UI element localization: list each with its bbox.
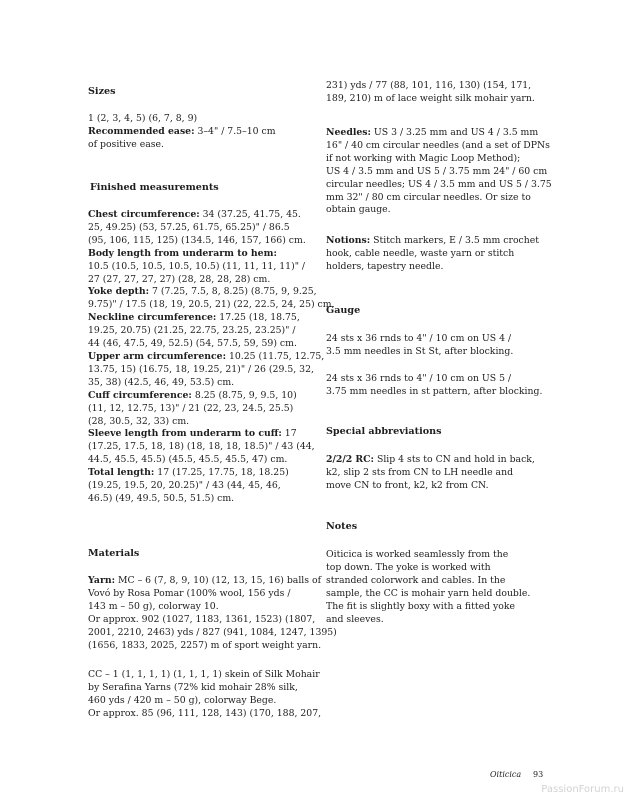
upper-arm-value-3: 35, 38) (42.5, 46, 49, 53.5) cm. — [88, 376, 235, 388]
yarn-value: MC – 6 (7, 8, 9, 10) (12, 13, 15, 16) balls of — [115, 575, 322, 586]
yarn-label: Yarn: — [88, 575, 116, 586]
body-length-value-2: 27 (27, 27, 27, 27) (28, 28, 28, 28) cm. — [88, 273, 271, 285]
notes-heading: Notes — [326, 521, 358, 532]
upper-arm-value-2: 13.75, 15) (16.75, 18, 19.25, 21)" / 26 (29.5, 32, — [88, 363, 314, 375]
gauge-value-3: 24 sts x 36 rnds to 4" / 10 cm on US 5 / — [326, 373, 512, 384]
rc-value: Slip 4 sts to CN and hold in back, — [374, 454, 535, 465]
gauge-block-1 — [326, 333, 513, 359]
notes-value-2: top down. The yoke is worked with — [326, 561, 491, 573]
cc-continued-block — [326, 80, 535, 106]
yarn-value-4: Or approx. 902 (1027, 1183, 1361, 1523) (1807, — [88, 613, 316, 625]
total-length-value-2: (19.25, 19.5, 20, 20.25)" / 43 (44, 45, 46, — [88, 480, 281, 492]
gauge-heading: Gauge — [326, 305, 361, 316]
notions-value: Stitch markers, E / 3.5 mm crochet — [370, 235, 539, 246]
cc-value-2: by Serafina Yarns (72% kid mohair 28% silk, — [88, 681, 298, 693]
materials-heading: Materials — [88, 548, 140, 559]
body-length-label: Body length from underarm to hem: — [88, 247, 277, 259]
cc-value-4: Or approx. 85 (96, 111, 128, 143) (170, 188, 207, — [88, 707, 322, 719]
notes-value-4: sample, the CC is mohair yarn held double. — [326, 587, 531, 599]
footer-pattern-title: Oiticica — [490, 770, 522, 779]
neckline-value: 17.25 (18, 18.75, — [216, 312, 300, 324]
neckline-label: Neckline circumference: — [88, 312, 217, 324]
ease-label: Recommended ease: — [88, 125, 195, 137]
notions-block — [326, 235, 539, 274]
chest-label: Chest circumference: — [88, 209, 200, 220]
sleeve-value: 17 — [281, 428, 297, 440]
notes-block — [326, 549, 530, 626]
sizes-heading: Sizes — [88, 86, 116, 97]
body-length-value: 10.5 (10.5, 10.5, 10.5, 10.5) (11, 11, 11, 11)" / — [88, 260, 306, 272]
yarn-value-2: Vovó by Rosa Pomar (100% wool, 156 yds / — [88, 587, 291, 599]
finished-measurements-block — [88, 209, 335, 506]
needles-value-3: if not working with Magic Loop Method); — [326, 152, 521, 164]
chest-value: 34 (37.25, 41.75, 45. — [199, 209, 301, 220]
cc-value-3: 460 yds / 420 m – 50 g), colorway Bege. — [88, 694, 277, 706]
yoke-label: Yoke depth: — [88, 286, 150, 298]
ease-value-2: of positive ease. — [88, 138, 164, 150]
needles-value-7: obtain gauge. — [326, 204, 391, 216]
yarn-value-6: (1656, 1833, 2025, 2257) m of sport weight yarn. — [88, 639, 322, 651]
cc-value-1: CC – 1 (1, 1, 1, 1) (1, 1, 1, 1) skein of Silk Mohair — [88, 669, 320, 680]
page-number: 93 — [533, 770, 544, 779]
rc-label: 2/2/2 RC: — [326, 454, 374, 465]
cc-continued-2: 189, 210) m of lace weight silk mohair yarn. — [326, 92, 535, 104]
gauge-block-2 — [326, 373, 542, 399]
watermark: PassionForum.ru — [541, 784, 624, 795]
cuff-value-2: (11, 12, 12.75, 13)" / 21 (22, 23, 24.5, 25.5) — [88, 402, 294, 414]
needles-value-2: 16" / 40 cm circular needles (and a set of DPNs — [326, 139, 550, 151]
gauge-value-2: 3.5 mm needles in St St, after blocking. — [326, 345, 514, 357]
gauge-value-4: 3.75 mm needles in st pattern, after blocking. — [326, 385, 543, 397]
finished-measurements-heading: Finished measurements — [90, 182, 219, 193]
special-abbreviations-heading: Special abbreviations — [326, 426, 442, 437]
cuff-value-3: (28, 30.5, 32, 33) cm. — [88, 415, 190, 427]
sleeve-value-3: 44.5, 45.5, 45.5) (45.5, 45.5, 45.5, 47) cm. — [88, 454, 288, 466]
total-length-label: Total length: — [88, 467, 155, 479]
gauge-value-1: 24 sts x 36 rnds to 4" / 10 cm on US 4 / — [326, 333, 512, 344]
yarn-value-5: 2001, 2210, 2463) yds / 827 (941, 1084, 1247, 1395) — [88, 626, 337, 638]
needles-value-5: circular needles; US 4 / 3.5 mm and US 5 / 3.75 — [326, 178, 552, 190]
sizes-block — [88, 113, 276, 152]
cc-block — [88, 669, 321, 721]
cc-continued-1: 231) yds / 77 (88, 101, 116, 130) (154, 171, — [326, 80, 532, 91]
upper-arm-value: 10.25 (11.75, 12.75, — [226, 350, 325, 362]
chest-value-3: (95, 106, 115, 125) (134.5, 146, 157, 166) cm. — [88, 234, 306, 246]
abbreviations-block — [326, 454, 535, 493]
needles-value: US 3 / 3.25 mm and US 4 / 3.5 mm — [370, 127, 539, 138]
cuff-value: 8.25 (8.75, 9, 9.5, 10) — [191, 389, 297, 401]
sizes-value: 1 (2, 3, 4, 5) (6, 7, 8, 9) — [88, 113, 198, 124]
upper-arm-label: Upper arm circumference: — [88, 350, 226, 362]
notes-value-6: and sleeves. — [326, 613, 384, 625]
total-length-value: 17 (17.25, 17.75, 18, 18.25) — [154, 467, 289, 479]
needles-label: Needles: — [326, 127, 371, 138]
rc-value-3: move CN to front, k2, k2 from CN. — [326, 479, 489, 491]
notions-label: Notions: — [326, 235, 371, 246]
yoke-value: 7 (7.25, 7.5, 8, 8.25) (8.75, 9, 9.25, — [149, 286, 317, 298]
cuff-label: Cuff circumference: — [88, 389, 192, 401]
sleeve-label: Sleeve length from underarm to cuff: — [88, 428, 282, 440]
ease-value: 3–4" / 7.5–10 cm — [194, 125, 276, 137]
neckline-value-2: 19.25, 20.75) (21.25, 22.75, 23.25, 23.25)" / — [88, 325, 296, 337]
needles-block — [326, 127, 552, 217]
notes-value-5: The fit is slightly boxy with a fitted yoke — [326, 600, 515, 612]
notions-value-3: holders, tapestry needle. — [326, 260, 444, 272]
yarn-value-3: 143 m – 50 g), colorway 10. — [88, 600, 219, 612]
needles-value-6: mm 32" / 80 cm circular needles. Or size to — [326, 191, 531, 203]
neckline-value-3: 44 (46, 47.5, 49, 52.5) (54, 57.5, 59, 59) cm. — [88, 338, 297, 350]
needles-value-4: US 4 / 3.5 mm and US 5 / 3.75 mm 24" / 60 cm — [326, 165, 548, 177]
yoke-value-2: 9.75)" / 17.5 (18, 19, 20.5, 21) (22, 22.5, 24, 25) cm. — [88, 299, 335, 311]
total-length-value-3: 46.5) (49, 49.5, 50.5, 51.5) cm. — [88, 492, 235, 504]
chest-value-2: 25, 49.25) (53, 57.25, 61.75, 65.25)" / 86.5 — [88, 221, 290, 233]
notes-value-1: Oiticica is worked seamlessly from the — [326, 549, 509, 560]
rc-value-2: k2, slip 2 sts from CN to LH needle and — [326, 466, 514, 478]
yarn-block — [88, 575, 337, 652]
notions-value-2: hook, cable needle, waste yarn or stitch — [326, 247, 515, 259]
notes-value-3: stranded colorwork and cables. In the — [326, 574, 506, 586]
sleeve-value-2: (17.25, 17.5, 18, 18) (18, 18, 18, 18.5)" / 43 (44, — [88, 441, 315, 453]
